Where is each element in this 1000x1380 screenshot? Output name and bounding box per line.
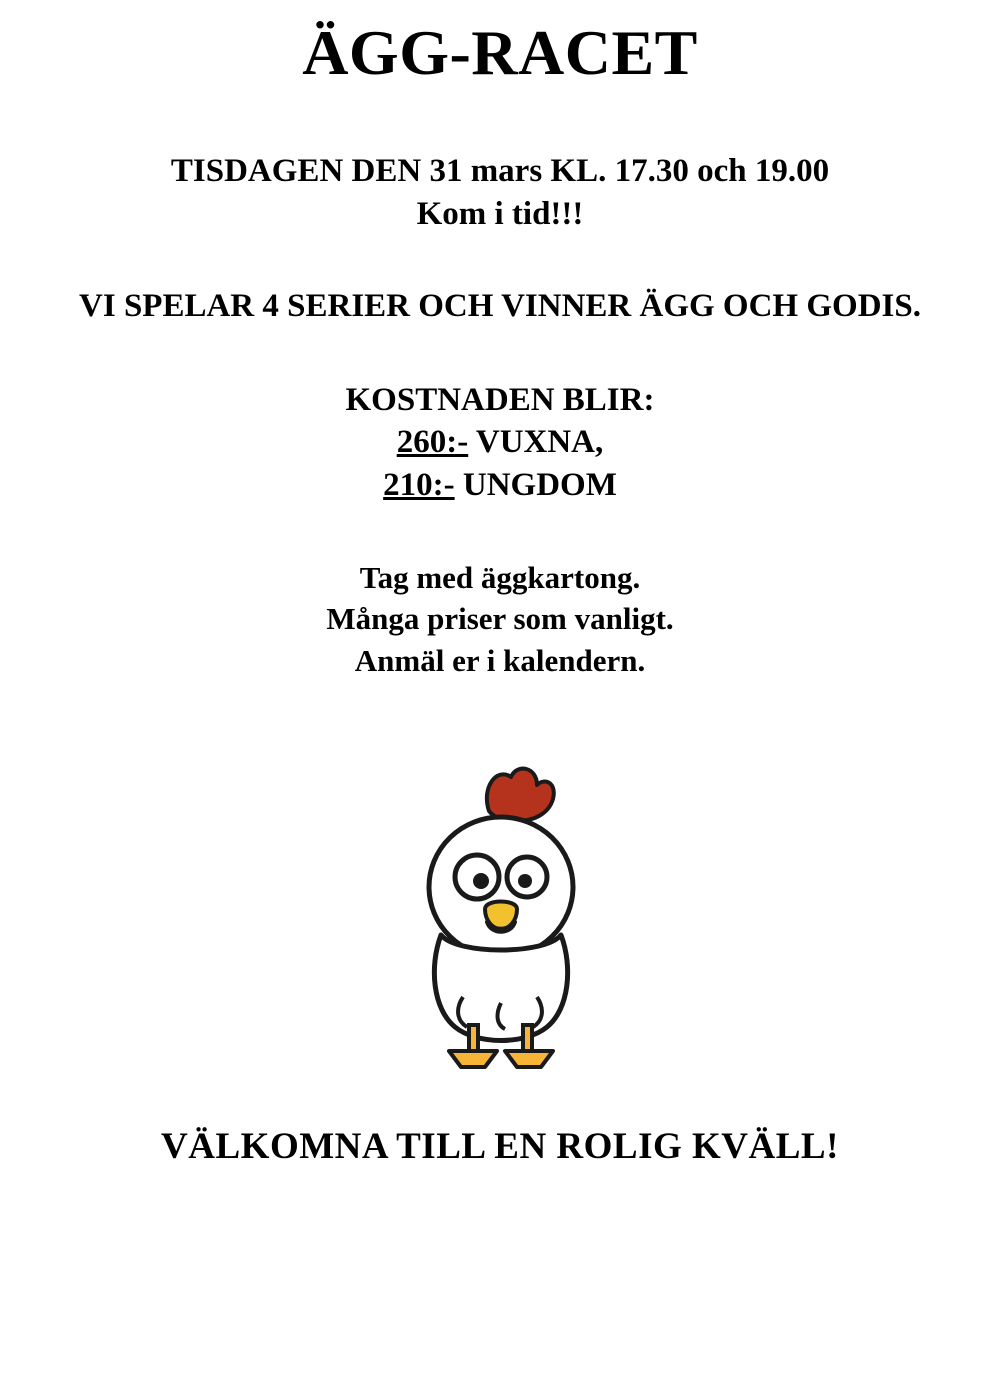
series-text: VI SPELAR 4 SERIER OCH VINNER ÄGG OCH GODIS. xyxy=(79,287,921,324)
cost-row-youth xyxy=(0,464,1000,506)
notes-block xyxy=(0,558,1000,681)
datetime-line-1: TISDAGEN DEN 31 mars KL. 17.30 och 19.00 xyxy=(170,153,830,190)
datetime-block xyxy=(0,150,1000,234)
cost-heading: KOSTNADEN BLIR: xyxy=(345,382,655,419)
chicken-icon xyxy=(385,759,615,1089)
note-line-2: Många priser som vanligt. xyxy=(326,601,674,637)
note-line-3: Anmäl er i kalendern. xyxy=(354,643,646,679)
poster xyxy=(0,18,1000,1380)
cost-amount-adult: 260:- xyxy=(396,424,469,461)
cost-block xyxy=(0,379,1000,506)
datetime-line-2: Kom i tid!!! xyxy=(416,195,584,232)
note-line-1: Tag med äggkartong. xyxy=(359,559,641,595)
cost-label-youth: UNGDOM xyxy=(462,466,617,503)
cost-amount-youth: 210:- xyxy=(383,466,455,503)
cost-row-adult xyxy=(0,421,1000,463)
page-title: ÄGG-RACET xyxy=(302,17,698,88)
welcome-text: VÄLKOMNA TILL EN ROLIG KVÄLL! xyxy=(161,1125,839,1167)
cost-label-adult: VUXNA, xyxy=(475,424,604,461)
illustration-container xyxy=(0,759,1000,1089)
